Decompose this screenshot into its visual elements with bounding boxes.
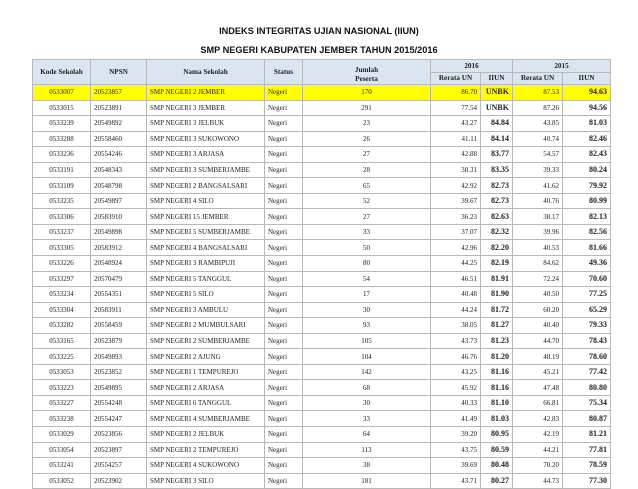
cell-nama-sekolah: SMP NEGERI 3 SILO bbox=[147, 473, 265, 489]
cell-kode-sekolah: 0533223 bbox=[33, 380, 91, 396]
header-kode-sekolah: Kode Sekolah bbox=[33, 60, 91, 85]
cell-status: Negeri bbox=[265, 473, 303, 489]
cell-iiun-2015: 77.81 bbox=[563, 442, 611, 458]
cell-kode-sekolah: 0533109 bbox=[33, 178, 91, 194]
cell-npsn: 20523856 bbox=[91, 427, 147, 443]
table-row bbox=[33, 364, 611, 380]
cell-rerata-un-2015: 60.20 bbox=[513, 302, 563, 318]
cell-npsn: 20554351 bbox=[91, 287, 147, 303]
cell-rerata-un-2016: 38.05 bbox=[431, 318, 481, 334]
cell-npsn: 20549897 bbox=[91, 193, 147, 209]
cell-npsn: 20558459 bbox=[91, 318, 147, 334]
cell-jumlah-peserta: 54 bbox=[303, 271, 431, 287]
cell-iiun-2016: 82.73 bbox=[481, 193, 513, 209]
cell-rerata-un-2016: 36.23 bbox=[431, 209, 481, 225]
cell-rerata-un-2016: 44.24 bbox=[431, 302, 481, 318]
cell-iiun-2015: 79.92 bbox=[563, 178, 611, 194]
cell-nama-sekolah: SMP NEGERI 3 AMBULU bbox=[147, 302, 265, 318]
cell-jumlah-peserta: 23 bbox=[303, 116, 431, 132]
cell-kode-sekolah: 0533054 bbox=[33, 442, 91, 458]
header-year-2015: 2015 bbox=[513, 60, 611, 73]
cell-rerata-un-2015: 40.76 bbox=[513, 193, 563, 209]
table-row bbox=[33, 411, 611, 427]
cell-iiun-2015: 94.63 bbox=[563, 85, 611, 101]
cell-iiun-2016: 80.27 bbox=[481, 473, 513, 489]
cell-npsn: 20554248 bbox=[91, 395, 147, 411]
cell-npsn: 20523879 bbox=[91, 333, 147, 349]
cell-iiun-2015: 81.03 bbox=[563, 116, 611, 132]
cell-status: Negeri bbox=[265, 209, 303, 225]
cell-jumlah-peserta: 27 bbox=[303, 209, 431, 225]
cell-iiun-2016: 81.20 bbox=[481, 349, 513, 365]
cell-iiun-2016: 81.16 bbox=[481, 380, 513, 396]
cell-status: Negeri bbox=[265, 271, 303, 287]
cell-status: Negeri bbox=[265, 302, 303, 318]
cell-rerata-un-2016: 42.92 bbox=[431, 178, 481, 194]
cell-nama-sekolah: SMP NEGERI 2 BANGSALSARI bbox=[147, 178, 265, 194]
cell-nama-sekolah: SMP NEGERI 3 SUKOWONO bbox=[147, 131, 265, 147]
cell-iiun-2016: 81.10 bbox=[481, 395, 513, 411]
cell-jumlah-peserta: 38 bbox=[303, 458, 431, 474]
cell-iiun-2015: 79.33 bbox=[563, 318, 611, 334]
cell-rerata-un-2015: 43.85 bbox=[513, 116, 563, 132]
cell-kode-sekolah: 0533029 bbox=[33, 427, 91, 443]
table-row bbox=[33, 131, 611, 147]
cell-status: Negeri bbox=[265, 427, 303, 443]
cell-kode-sekolah: 0533052 bbox=[33, 473, 91, 489]
cell-rerata-un-2015: 40.74 bbox=[513, 131, 563, 147]
cell-nama-sekolah: SMP NEGERI 2 TEMPUREJO bbox=[147, 442, 265, 458]
cell-iiun-2016: 82.73 bbox=[481, 178, 513, 194]
cell-status: Negeri bbox=[265, 333, 303, 349]
table-row bbox=[33, 318, 611, 334]
cell-iiun-2016: 84.84 bbox=[481, 116, 513, 132]
cell-jumlah-peserta: 170 bbox=[303, 85, 431, 101]
cell-rerata-un-2016: 42.88 bbox=[431, 147, 481, 163]
cell-jumlah-peserta: 181 bbox=[303, 473, 431, 489]
header-jumlah-peserta-text: Jumlah Peserta bbox=[354, 66, 379, 83]
table-row bbox=[33, 458, 611, 474]
cell-npsn: 20583911 bbox=[91, 302, 147, 318]
cell-iiun-2016: 80.95 bbox=[481, 427, 513, 443]
cell-iiun-2015: 65.29 bbox=[563, 302, 611, 318]
cell-rerata-un-2016: 43.71 bbox=[431, 473, 481, 489]
cell-kode-sekolah: 0533191 bbox=[33, 162, 91, 178]
cell-kode-sekolah: 0533236 bbox=[33, 147, 91, 163]
cell-kode-sekolah: 0533241 bbox=[33, 458, 91, 474]
cell-iiun-2015: 94.56 bbox=[563, 100, 611, 116]
cell-iiun-2016: 82.19 bbox=[481, 256, 513, 272]
cell-kode-sekolah: 0533015 bbox=[33, 100, 91, 116]
cell-iiun-2016: 80.59 bbox=[481, 442, 513, 458]
cell-iiun-2016: 82.20 bbox=[481, 240, 513, 256]
cell-nama-sekolah: SMP NEGERI 2 MUMBULSARI bbox=[147, 318, 265, 334]
cell-iiun-2015: 70.60 bbox=[563, 271, 611, 287]
cell-status: Negeri bbox=[265, 318, 303, 334]
header-nama-sekolah: Nama Sekolah bbox=[147, 60, 265, 85]
cell-iiun-2015: 77.25 bbox=[563, 287, 611, 303]
cell-npsn: 20523902 bbox=[91, 473, 147, 489]
cell-npsn: 20548798 bbox=[91, 178, 147, 194]
cell-kode-sekolah: 0533007 bbox=[33, 85, 91, 101]
cell-status: Negeri bbox=[265, 380, 303, 396]
header-npsn: NPSN bbox=[91, 60, 147, 85]
iiun-table bbox=[32, 59, 611, 489]
header-rerata-un-2015: Rerata UN bbox=[513, 72, 563, 85]
table-row bbox=[33, 473, 611, 489]
cell-npsn: 20558460 bbox=[91, 131, 147, 147]
cell-kode-sekolah: 0533238 bbox=[33, 411, 91, 427]
cell-jumlah-peserta: 50 bbox=[303, 240, 431, 256]
cell-iiun-2016: UNBK bbox=[481, 100, 513, 116]
cell-rerata-un-2015: 54.57 bbox=[513, 147, 563, 163]
cell-iiun-2015: 77.30 bbox=[563, 473, 611, 489]
cell-rerata-un-2015: 47.48 bbox=[513, 380, 563, 396]
table-row bbox=[33, 100, 611, 116]
cell-iiun-2016: 83.35 bbox=[481, 162, 513, 178]
cell-npsn: 20523897 bbox=[91, 442, 147, 458]
cell-jumlah-peserta: 105 bbox=[303, 333, 431, 349]
cell-iiun-2015: 80.87 bbox=[563, 411, 611, 427]
cell-jumlah-peserta: 104 bbox=[303, 349, 431, 365]
cell-iiun-2015: 80.80 bbox=[563, 380, 611, 396]
cell-rerata-un-2015: 87.53 bbox=[513, 85, 563, 101]
cell-kode-sekolah: 0533304 bbox=[33, 302, 91, 318]
cell-kode-sekolah: 0533227 bbox=[33, 395, 91, 411]
cell-npsn: 20583910 bbox=[91, 209, 147, 225]
document-title: INDEKS INTEGRITAS UJIAN NASIONAL (IIUN) bbox=[219, 26, 419, 36]
cell-npsn: 20549893 bbox=[91, 349, 147, 365]
cell-jumlah-peserta: 33 bbox=[303, 411, 431, 427]
cell-iiun-2016: 81.03 bbox=[481, 411, 513, 427]
cell-iiun-2015: 81.66 bbox=[563, 240, 611, 256]
cell-jumlah-peserta: 28 bbox=[303, 162, 431, 178]
cell-rerata-un-2015: 40.50 bbox=[513, 287, 563, 303]
cell-nama-sekolah: SMP NEGERI 6 TANGGUL bbox=[147, 395, 265, 411]
cell-iiun-2016: 81.90 bbox=[481, 287, 513, 303]
table-row bbox=[33, 85, 611, 101]
cell-rerata-un-2015: 87.26 bbox=[513, 100, 563, 116]
cell-nama-sekolah: SMP NEGERI 5 SUMBERJAMBE bbox=[147, 224, 265, 240]
cell-nama-sekolah: SMP NEGERI 2 AJUNG bbox=[147, 349, 265, 365]
table-row bbox=[33, 162, 611, 178]
cell-iiun-2015: 78.59 bbox=[563, 458, 611, 474]
cell-rerata-un-2016: 43.73 bbox=[431, 333, 481, 349]
cell-iiun-2015: 82.13 bbox=[563, 209, 611, 225]
cell-nama-sekolah: SMP NEGERI 3 JEMBER bbox=[147, 100, 265, 116]
cell-status: Negeri bbox=[265, 224, 303, 240]
cell-iiun-2016: 81.23 bbox=[481, 333, 513, 349]
cell-rerata-un-2016: 43.75 bbox=[431, 442, 481, 458]
cell-iiun-2016: 81.72 bbox=[481, 302, 513, 318]
cell-npsn: 20549892 bbox=[91, 116, 147, 132]
cell-nama-sekolah: SMP NEGERI 15 JEMBER bbox=[147, 209, 265, 225]
table-row bbox=[33, 287, 611, 303]
cell-npsn: 20548924 bbox=[91, 256, 147, 272]
cell-rerata-un-2015: 39.33 bbox=[513, 162, 563, 178]
cell-iiun-2016: UNBK bbox=[481, 85, 513, 101]
cell-kode-sekolah: 0533297 bbox=[33, 271, 91, 287]
cell-status: Negeri bbox=[265, 178, 303, 194]
cell-status: Negeri bbox=[265, 411, 303, 427]
table-header bbox=[33, 60, 611, 85]
cell-nama-sekolah: SMP NEGERI 5 TANGGUL bbox=[147, 271, 265, 287]
table-row bbox=[33, 178, 611, 194]
cell-iiun-2015: 81.21 bbox=[563, 427, 611, 443]
cell-rerata-un-2016: 77.54 bbox=[431, 100, 481, 116]
cell-rerata-un-2016: 39.69 bbox=[431, 458, 481, 474]
cell-rerata-un-2016: 41.11 bbox=[431, 131, 481, 147]
cell-status: Negeri bbox=[265, 349, 303, 365]
cell-iiun-2015: 49.36 bbox=[563, 256, 611, 272]
cell-nama-sekolah: SMP NEGERI 1 TEMPUREJO bbox=[147, 364, 265, 380]
cell-rerata-un-2015: 44.21 bbox=[513, 442, 563, 458]
cell-kode-sekolah: 0533053 bbox=[33, 364, 91, 380]
cell-iiun-2015: 82.46 bbox=[563, 131, 611, 147]
cell-npsn: 20549898 bbox=[91, 224, 147, 240]
cell-rerata-un-2016: 44.25 bbox=[431, 256, 481, 272]
cell-npsn: 20548343 bbox=[91, 162, 147, 178]
cell-iiun-2015: 78.43 bbox=[563, 333, 611, 349]
cell-kode-sekolah: 0533225 bbox=[33, 349, 91, 365]
cell-status: Negeri bbox=[265, 256, 303, 272]
document-subtitle: SMP NEGERI KABUPATEN JEMBER TAHUN 2015/2016 bbox=[200, 45, 438, 55]
table-row bbox=[33, 271, 611, 287]
table-row bbox=[33, 442, 611, 458]
cell-rerata-un-2016: 39.20 bbox=[431, 427, 481, 443]
cell-rerata-un-2016: 40.48 bbox=[431, 287, 481, 303]
cell-rerata-un-2015: 84.62 bbox=[513, 256, 563, 272]
table-row bbox=[33, 333, 611, 349]
cell-kode-sekolah: 0533288 bbox=[33, 131, 91, 147]
cell-iiun-2016: 80.48 bbox=[481, 458, 513, 474]
header-jumlah-peserta bbox=[303, 60, 431, 85]
cell-rerata-un-2015: 39.96 bbox=[513, 224, 563, 240]
table-row bbox=[33, 209, 611, 225]
cell-npsn: 20554246 bbox=[91, 147, 147, 163]
cell-rerata-un-2015: 40.53 bbox=[513, 240, 563, 256]
cell-rerata-un-2016: 43.27 bbox=[431, 116, 481, 132]
cell-iiun-2016: 81.91 bbox=[481, 271, 513, 287]
cell-rerata-un-2016: 45.92 bbox=[431, 380, 481, 396]
cell-npsn: 20549895 bbox=[91, 380, 147, 396]
cell-status: Negeri bbox=[265, 116, 303, 132]
cell-rerata-un-2016: 39.67 bbox=[431, 193, 481, 209]
table-row bbox=[33, 116, 611, 132]
cell-iiun-2015: 80.24 bbox=[563, 162, 611, 178]
cell-npsn: 20523891 bbox=[91, 100, 147, 116]
cell-kode-sekolah: 0533237 bbox=[33, 224, 91, 240]
cell-npsn: 20554257 bbox=[91, 458, 147, 474]
cell-rerata-un-2016: 43.25 bbox=[431, 364, 481, 380]
cell-status: Negeri bbox=[265, 85, 303, 101]
cell-status: Negeri bbox=[265, 364, 303, 380]
cell-kode-sekolah: 0533165 bbox=[33, 333, 91, 349]
cell-iiun-2015: 82.43 bbox=[563, 147, 611, 163]
cell-jumlah-peserta: 68 bbox=[303, 380, 431, 396]
table-row bbox=[33, 395, 611, 411]
cell-rerata-un-2015: 44.73 bbox=[513, 473, 563, 489]
cell-rerata-un-2015: 48.19 bbox=[513, 349, 563, 365]
cell-rerata-un-2015: 66.81 bbox=[513, 395, 563, 411]
cell-jumlah-peserta: 142 bbox=[303, 364, 431, 380]
cell-jumlah-peserta: 113 bbox=[303, 442, 431, 458]
cell-status: Negeri bbox=[265, 458, 303, 474]
cell-status: Negeri bbox=[265, 162, 303, 178]
cell-kode-sekolah: 0533305 bbox=[33, 240, 91, 256]
cell-kode-sekolah: 0533306 bbox=[33, 209, 91, 225]
header-year-2016: 2016 bbox=[431, 60, 513, 73]
cell-jumlah-peserta: 33 bbox=[303, 224, 431, 240]
cell-iiun-2016: 82.32 bbox=[481, 224, 513, 240]
cell-jumlah-peserta: 52 bbox=[303, 193, 431, 209]
cell-status: Negeri bbox=[265, 193, 303, 209]
cell-kode-sekolah: 0533239 bbox=[33, 116, 91, 132]
header-rerata-un-2016: Rerata UN bbox=[431, 72, 481, 85]
cell-iiun-2015: 77.42 bbox=[563, 364, 611, 380]
table-row bbox=[33, 224, 611, 240]
cell-nama-sekolah: SMP NEGERI 2 JELBUK bbox=[147, 427, 265, 443]
cell-npsn: 20523857 bbox=[91, 85, 147, 101]
cell-jumlah-peserta: 80 bbox=[303, 256, 431, 272]
header-status: Status bbox=[265, 60, 303, 85]
cell-npsn: 20523852 bbox=[91, 364, 147, 380]
cell-rerata-un-2016: 40.33 bbox=[431, 395, 481, 411]
table-row bbox=[33, 240, 611, 256]
cell-kode-sekolah: 0533234 bbox=[33, 287, 91, 303]
cell-rerata-un-2016: 86.70 bbox=[431, 85, 481, 101]
cell-rerata-un-2016: 46.51 bbox=[431, 271, 481, 287]
cell-nama-sekolah: SMP NEGERI 3 ARJASA bbox=[147, 147, 265, 163]
table-row bbox=[33, 302, 611, 318]
cell-rerata-un-2015: 40.40 bbox=[513, 318, 563, 334]
cell-jumlah-peserta: 26 bbox=[303, 131, 431, 147]
cell-iiun-2016: 81.16 bbox=[481, 364, 513, 380]
cell-iiun-2015: 78.60 bbox=[563, 349, 611, 365]
cell-status: Negeri bbox=[265, 395, 303, 411]
cell-nama-sekolah: SMP NEGERI 4 SUMBERJAMBE bbox=[147, 411, 265, 427]
cell-iiun-2015: 75.34 bbox=[563, 395, 611, 411]
cell-rerata-un-2016: 41.49 bbox=[431, 411, 481, 427]
cell-iiun-2016: 82.63 bbox=[481, 209, 513, 225]
cell-jumlah-peserta: 64 bbox=[303, 427, 431, 443]
cell-status: Negeri bbox=[265, 131, 303, 147]
cell-nama-sekolah: SMP NEGERI 4 SILO bbox=[147, 193, 265, 209]
table-row bbox=[33, 256, 611, 272]
cell-npsn: 20554247 bbox=[91, 411, 147, 427]
cell-iiun-2015: 82.56 bbox=[563, 224, 611, 240]
cell-jumlah-peserta: 27 bbox=[303, 147, 431, 163]
cell-jumlah-peserta: 30 bbox=[303, 395, 431, 411]
cell-iiun-2016: 81.27 bbox=[481, 318, 513, 334]
cell-kode-sekolah: 0533282 bbox=[33, 318, 91, 334]
cell-jumlah-peserta: 30 bbox=[303, 302, 431, 318]
cell-status: Negeri bbox=[265, 442, 303, 458]
cell-rerata-un-2015: 45.21 bbox=[513, 364, 563, 380]
cell-iiun-2016: 83.77 bbox=[481, 147, 513, 163]
table-row bbox=[33, 193, 611, 209]
cell-nama-sekolah: SMP NEGERI 5 SILO bbox=[147, 287, 265, 303]
cell-npsn: 20583912 bbox=[91, 240, 147, 256]
cell-iiun-2015: 80.99 bbox=[563, 193, 611, 209]
cell-rerata-un-2016: 46.76 bbox=[431, 349, 481, 365]
cell-rerata-un-2016: 38.31 bbox=[431, 162, 481, 178]
cell-rerata-un-2015: 38.17 bbox=[513, 209, 563, 225]
cell-nama-sekolah: SMP NEGERI 3 RAMBIPUJI bbox=[147, 256, 265, 272]
cell-rerata-un-2015: 42.83 bbox=[513, 411, 563, 427]
cell-nama-sekolah: SMP NEGERI 2 SUMBERJAMBE bbox=[147, 333, 265, 349]
cell-rerata-un-2016: 37.07 bbox=[431, 224, 481, 240]
cell-nama-sekolah: SMP NEGERI 3 JELBUK bbox=[147, 116, 265, 132]
cell-rerata-un-2015: 42.19 bbox=[513, 427, 563, 443]
table-row bbox=[33, 147, 611, 163]
cell-nama-sekolah: SMP NEGERI 2 JEMBER bbox=[147, 85, 265, 101]
cell-rerata-un-2015: 41.62 bbox=[513, 178, 563, 194]
cell-jumlah-peserta: 291 bbox=[303, 100, 431, 116]
cell-rerata-un-2015: 70.20 bbox=[513, 458, 563, 474]
cell-jumlah-peserta: 65 bbox=[303, 178, 431, 194]
cell-status: Negeri bbox=[265, 240, 303, 256]
cell-status: Negeri bbox=[265, 287, 303, 303]
cell-kode-sekolah: 0533235 bbox=[33, 193, 91, 209]
cell-rerata-un-2015: 72.24 bbox=[513, 271, 563, 287]
cell-jumlah-peserta: 93 bbox=[303, 318, 431, 334]
table-row bbox=[33, 427, 611, 443]
cell-rerata-un-2015: 44.70 bbox=[513, 333, 563, 349]
table-row bbox=[33, 349, 611, 365]
cell-jumlah-peserta: 17 bbox=[303, 287, 431, 303]
cell-kode-sekolah: 0533226 bbox=[33, 256, 91, 272]
cell-status: Negeri bbox=[265, 100, 303, 116]
header-iiun-2015: IIUN bbox=[563, 72, 611, 85]
cell-npsn: 20570479 bbox=[91, 271, 147, 287]
cell-rerata-un-2016: 42.96 bbox=[431, 240, 481, 256]
header-iiun-2016: IIUN bbox=[481, 72, 513, 85]
table-body bbox=[33, 85, 611, 489]
cell-iiun-2016: 84.14 bbox=[481, 131, 513, 147]
cell-nama-sekolah: SMP NEGERI 3 SUMBERJAMBE bbox=[147, 162, 265, 178]
cell-nama-sekolah: SMP NEGERI 4 BANGSALSARI bbox=[147, 240, 265, 256]
cell-nama-sekolah: SMP NEGERI 4 SUKOWONO bbox=[147, 458, 265, 474]
cell-nama-sekolah: SMP NEGERI 2 ARJASA bbox=[147, 380, 265, 396]
table-row bbox=[33, 380, 611, 396]
cell-status: Negeri bbox=[265, 147, 303, 163]
